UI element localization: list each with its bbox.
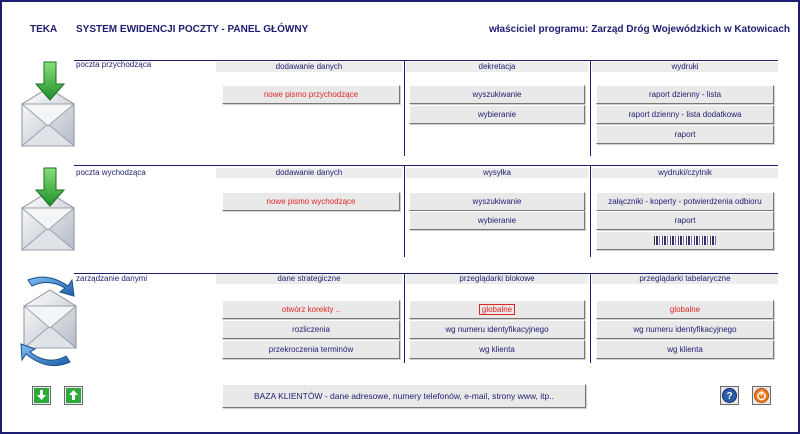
- data-management-mail-icon: [18, 272, 78, 372]
- column-divider: [404, 273, 405, 363]
- col-header-decree: dekretacja: [406, 62, 588, 72]
- column-divider: [404, 60, 405, 156]
- barcode-reader-button[interactable]: [596, 231, 774, 250]
- col-header-dispatch: wysyłka: [406, 168, 588, 178]
- settlements-button[interactable]: rozliczenia: [222, 320, 400, 339]
- daily-report-list-button[interactable]: raport dzienny - lista: [596, 85, 774, 104]
- column-divider: [404, 165, 405, 257]
- section-title-incoming: poczta przychodząca: [76, 60, 152, 69]
- table-global-button[interactable]: globalne: [596, 300, 774, 319]
- svg-text:?: ?: [726, 391, 733, 402]
- scroll-down-button[interactable]: [32, 386, 51, 405]
- deadline-overruns-button[interactable]: przekroczenia terminów: [222, 340, 400, 359]
- block-by-client-button[interactable]: wg klienta: [409, 340, 585, 359]
- barcode-icon: [654, 236, 716, 245]
- clients-database-button[interactable]: BAZA KLIENTÓW - dane adresowe, numery telefonów, e-mail, strony www, itp..: [222, 384, 586, 408]
- section-title-outgoing: poczta wychodząca: [76, 168, 146, 177]
- section-title-data-management: zarządzanie danymi: [76, 274, 148, 283]
- arrow-down-icon: [33, 387, 50, 404]
- program-owner: właściciel programu: Zarząd Dróg Wojewódzkich w Katowicach: [489, 24, 790, 35]
- outgoing-report-button[interactable]: raport: [596, 211, 774, 230]
- col-header-printouts: wydruki: [592, 62, 778, 72]
- table-by-id-button[interactable]: wg numeru identyfikacyjnego: [596, 320, 774, 339]
- outgoing-select-button[interactable]: wybieranie: [409, 211, 585, 230]
- col-header-adding-data: dodawanie danych: [216, 168, 402, 178]
- table-by-client-button[interactable]: wg klienta: [596, 340, 774, 359]
- arrow-up-icon: [65, 387, 82, 404]
- incoming-report-button[interactable]: raport: [596, 125, 774, 144]
- help-button[interactable]: [720, 386, 739, 405]
- open-corrections-button[interactable]: otwórz korekty ..: [222, 300, 400, 319]
- section-divider: [74, 165, 778, 166]
- col-header-strategic-data: dane strategiczne: [216, 274, 402, 284]
- section-divider: [74, 60, 778, 61]
- incoming-search-button[interactable]: wyszukiwanie: [409, 85, 585, 104]
- col-header-block-browsers: przeglądarki blokowe: [406, 274, 588, 284]
- col-header-table-browsers: przeglądarki tabelaryczne: [592, 274, 778, 284]
- column-divider: [590, 60, 591, 156]
- block-global-button[interactable]: [409, 300, 585, 319]
- scroll-up-button[interactable]: [64, 386, 83, 405]
- panel-title: SYSTEM EWIDENCJI POCZTY - PANEL GŁÓWNY: [76, 24, 309, 35]
- attachments-envelopes-button[interactable]: załączniki - koperty - potwierdzenia odbioru: [596, 192, 774, 211]
- power-icon: [753, 387, 770, 404]
- new-outgoing-letter-button[interactable]: nowe pismo wychodzące: [222, 192, 400, 211]
- column-divider: [590, 165, 591, 257]
- help-icon: [721, 387, 738, 404]
- outgoing-mail-icon: [18, 162, 76, 262]
- col-header-printouts-reader: wydruki/czytnik: [592, 168, 778, 178]
- column-divider: [590, 273, 591, 363]
- outgoing-search-button[interactable]: wyszukiwanie: [409, 192, 585, 211]
- col-header-adding-data: dodawanie danych: [216, 62, 402, 72]
- block-by-id-button[interactable]: wg numeru identyfikacyjnego: [409, 320, 585, 339]
- block-global-label: globalne: [479, 304, 515, 315]
- exit-button[interactable]: [752, 386, 771, 405]
- daily-report-additional-button[interactable]: raport dzienny - lista dodatkowa: [596, 105, 774, 124]
- app-name: TEKA: [30, 24, 58, 35]
- new-incoming-letter-button[interactable]: nowe pismo przychodzące: [222, 85, 400, 104]
- incoming-mail-icon: [18, 58, 76, 158]
- incoming-select-button[interactable]: wybieranie: [409, 105, 585, 124]
